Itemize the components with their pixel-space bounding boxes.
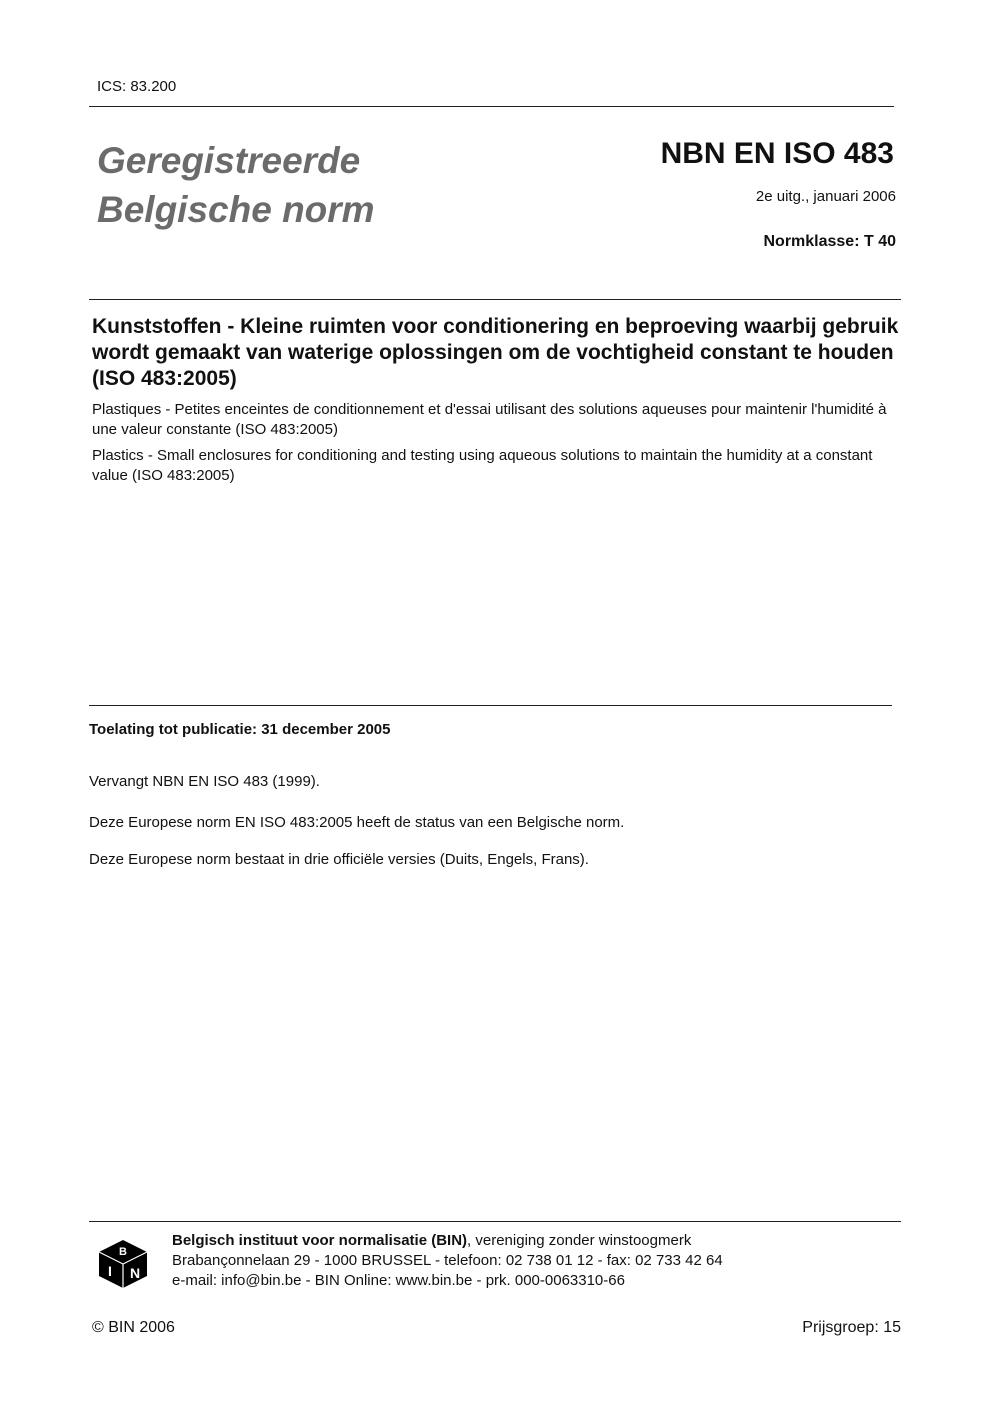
publisher-suffix: , vereniging zonder winstoogmerk [467, 1232, 692, 1249]
edition-date: 2e uitg., januari 2006 [755, 188, 896, 205]
header-divider [89, 106, 894, 107]
french-title: Plastiques - Petites enceintes de conditionnement et d'essai utilisant des solutions aqueuses pour maintenir l'humidité à une valeur constante (ISO 483:2005) [92, 401, 887, 438]
publisher-contact: e-mail: info@bin.be - BIN Online: www.bin.be - prk. 000-0063310-66 [172, 1272, 625, 1289]
english-title: Plastics - Small enclosures for conditioning and testing using aqueous solutions to maintain the humidity at a constant value (ISO 483:2005) [92, 447, 873, 484]
publisher-address: Brabançonnelaan 29 - 1000 BRUSSEL - telefoon: 02 738 01 12 - fax: 02 733 42 64 [172, 1252, 723, 1269]
bin-logo [97, 1238, 149, 1290]
publisher-info [172, 1231, 723, 1291]
copyright: © BIN 2006 [92, 1319, 175, 1336]
price-group: Prijsgroep: 15 [802, 1319, 901, 1336]
replacement-note: Vervangt NBN EN ISO 483 (1999). [89, 773, 320, 790]
registered-standard-title [97, 136, 375, 234]
dutch-title: Kunststoffen - Kleine ruimten voor conditionering en beproeving waarbij gebruik wordt gemaakt van waterige oplossingen om de vochtigheid constant te houden (ISO 483:2005) [92, 315, 899, 390]
versions-note: Deze Europese norm bestaat in drie officiële versies (Duits, Engels, Frans). [89, 851, 589, 868]
svg-text:B: B [119, 1246, 127, 1258]
publication-approval: Toelating tot publicatie: 31 december 2005 [89, 721, 391, 738]
publisher-name-line [172, 1231, 723, 1251]
standard-class: Normklasse: T 40 [763, 233, 896, 250]
svg-text:I: I [108, 1263, 112, 1279]
title-line-2: Belgische norm [97, 189, 375, 230]
publisher-name: Belgisch instituut voor normalisatie (BIN) [172, 1232, 468, 1249]
title-divider [89, 299, 901, 300]
title-line-1: Geregistreerde [97, 140, 361, 181]
publication-divider [89, 705, 892, 706]
footer-divider [89, 1221, 901, 1222]
ics-code: ICS: 83.200 [97, 78, 177, 95]
standard-number: NBN EN ISO 483 [660, 137, 894, 170]
status-note: Deze Europese norm EN ISO 483:2005 heeft de status van een Belgische norm. [89, 814, 625, 831]
svg-text:N: N [129, 1265, 141, 1281]
